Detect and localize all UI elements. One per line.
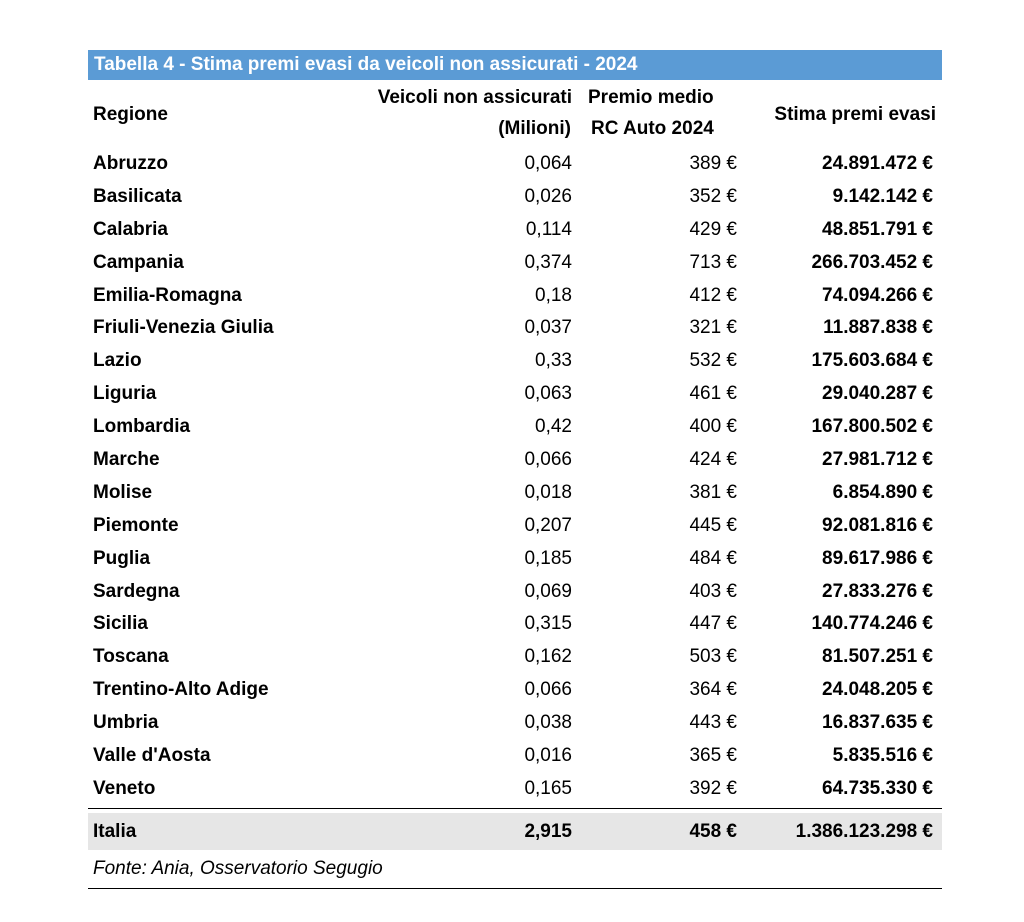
cell-regione: Trentino-Alto Adige [93, 679, 269, 701]
cell-regione: Calabria [93, 218, 168, 240]
cell-veicoli: 0,069 [524, 580, 572, 602]
table-row [88, 345, 942, 378]
table-row [88, 214, 942, 247]
cell-regione: Marche [93, 449, 160, 471]
cell-premio: 443 € [689, 712, 737, 734]
header-regione: Regione [93, 104, 168, 125]
cell-premio: 365 € [689, 745, 737, 767]
cell-premio: 461 € [689, 383, 737, 405]
cell-premio: 400 € [689, 416, 737, 438]
total-stima: 1.386.123.298 € [795, 820, 933, 842]
cell-stima: 92.081.816 € [822, 514, 933, 536]
total-regione: Italia [93, 820, 137, 842]
cell-premio: 424 € [689, 449, 737, 471]
table-row [88, 773, 942, 806]
cell-stima: 64.735.330 € [822, 777, 933, 799]
table-row [88, 411, 942, 444]
cell-stima: 266.703.452 € [811, 251, 933, 273]
table-row [88, 740, 942, 773]
cell-stima: 29.040.287 € [822, 383, 933, 405]
cell-regione: Toscana [93, 646, 169, 668]
cell-veicoli: 0,42 [535, 416, 572, 438]
cell-regione: Campania [93, 251, 184, 273]
cell-veicoli: 0,064 [524, 153, 572, 174]
cell-premio: 503 € [689, 646, 737, 668]
cell-premio: 484 € [689, 547, 737, 569]
cell-veicoli: 0,165 [524, 777, 572, 799]
cell-veicoli: 0,037 [524, 317, 572, 339]
cell-regione: Valle d'Aosta [93, 745, 211, 767]
table-row [88, 641, 942, 674]
cell-stima: 11.887.838 € [823, 317, 933, 339]
table-row [88, 181, 942, 214]
cell-veicoli: 0,063 [524, 383, 572, 405]
table-row [88, 608, 942, 641]
cell-premio: 403 € [689, 580, 737, 602]
total-row [88, 813, 942, 850]
table-row [88, 707, 942, 740]
cell-stima: 27.981.712 € [822, 449, 933, 471]
cell-premio: 392 € [689, 777, 737, 799]
cell-premio: 321 € [689, 317, 737, 339]
cell-premio: 429 € [689, 218, 737, 240]
cell-regione: Lazio [93, 350, 142, 372]
cell-regione: Sardegna [93, 580, 180, 602]
header-veicoli-line2: (Milioni) [498, 118, 571, 139]
cell-premio: 352 € [689, 185, 737, 207]
cell-stima: 16.837.635 € [822, 712, 933, 734]
cell-stima: 24.048.205 € [822, 679, 933, 701]
cell-premio: 381 € [689, 481, 737, 503]
table-row [88, 510, 942, 543]
cell-premio: 445 € [689, 514, 737, 536]
total-premio: 458 € [689, 820, 737, 842]
source-note: Fonte: Ania, Osservatorio Segugio [88, 850, 942, 889]
cell-stima: 167.800.502 € [811, 416, 933, 438]
cell-regione: Umbria [93, 712, 159, 734]
header-premio-line1: Premio medio [588, 87, 714, 108]
table-header [88, 80, 942, 148]
table-row [88, 477, 942, 510]
cell-veicoli: 0,18 [535, 284, 572, 306]
cell-regione: Sicilia [93, 613, 148, 635]
cell-stima: 81.507.251 € [822, 646, 933, 668]
table-row [88, 543, 942, 576]
cell-stima: 48.851.791 € [822, 218, 933, 240]
cell-regione: Abruzzo [93, 153, 168, 174]
cell-veicoli: 0,026 [524, 185, 572, 207]
cell-stima: 5.835.516 € [832, 745, 933, 767]
table-row [88, 378, 942, 411]
cell-regione: Lombardia [93, 416, 191, 438]
cell-veicoli: 0,066 [524, 449, 572, 471]
table-title: Tabella 4 - Stima premi evasi da veicoli non assicurati - 2024 [88, 50, 942, 80]
cell-premio: 447 € [689, 613, 737, 635]
cell-veicoli: 0,185 [524, 547, 572, 569]
cell-stima: 27.833.276 € [822, 580, 933, 602]
header-veicoli-line1: Veicoli non assicurati [377, 87, 572, 108]
cell-premio: 389 € [689, 153, 737, 174]
table-row [88, 576, 942, 609]
table-body [88, 148, 942, 806]
table-row [88, 444, 942, 477]
cell-regione: Puglia [93, 547, 151, 569]
cell-veicoli: 0,066 [524, 679, 572, 701]
cell-veicoli: 0,018 [524, 481, 572, 503]
cell-veicoli: 0,315 [524, 613, 572, 635]
cell-regione: Veneto [93, 777, 156, 799]
cell-veicoli: 0,374 [524, 251, 572, 273]
table-row [88, 247, 942, 280]
cell-regione: Emilia-Romagna [93, 284, 242, 306]
cell-premio: 412 € [689, 284, 737, 306]
cell-veicoli: 0,207 [524, 514, 572, 536]
header-premio-line2: RC Auto 2024 [591, 118, 714, 139]
cell-veicoli: 0,016 [524, 745, 572, 767]
cell-stima: 24.891.472 € [822, 153, 933, 174]
cell-veicoli: 0,038 [524, 712, 572, 734]
cell-premio: 713 € [689, 251, 737, 273]
cell-regione: Molise [93, 481, 153, 503]
total-veicoli: 2,915 [524, 820, 572, 842]
total-separator [88, 808, 942, 809]
cell-regione: Basilicata [93, 185, 182, 207]
table-row [88, 280, 942, 313]
cell-stima: 9.142.142 € [832, 185, 933, 207]
cell-veicoli: 0,162 [524, 646, 572, 668]
cell-stima: 74.094.266 € [822, 284, 933, 306]
table-row [88, 312, 942, 345]
cell-premio: 364 € [689, 679, 737, 701]
cell-veicoli: 0,114 [525, 218, 572, 240]
cell-stima: 6.854.890 € [832, 481, 933, 503]
cell-stima: 175.603.684 € [811, 350, 933, 372]
cell-premio: 532 € [689, 350, 737, 372]
table-row [88, 674, 942, 707]
cell-stima: 89.617.986 € [822, 547, 933, 569]
cell-regione: Liguria [93, 383, 157, 405]
cell-stima: 140.774.246 € [811, 613, 933, 635]
table-row [88, 148, 942, 181]
cell-regione: Friuli-Venezia Giulia [93, 317, 274, 339]
header-stima: Stima premi evasi [774, 104, 936, 125]
cell-regione: Piemonte [93, 514, 179, 536]
cell-veicoli: 0,33 [535, 350, 572, 372]
data-table [88, 50, 942, 889]
